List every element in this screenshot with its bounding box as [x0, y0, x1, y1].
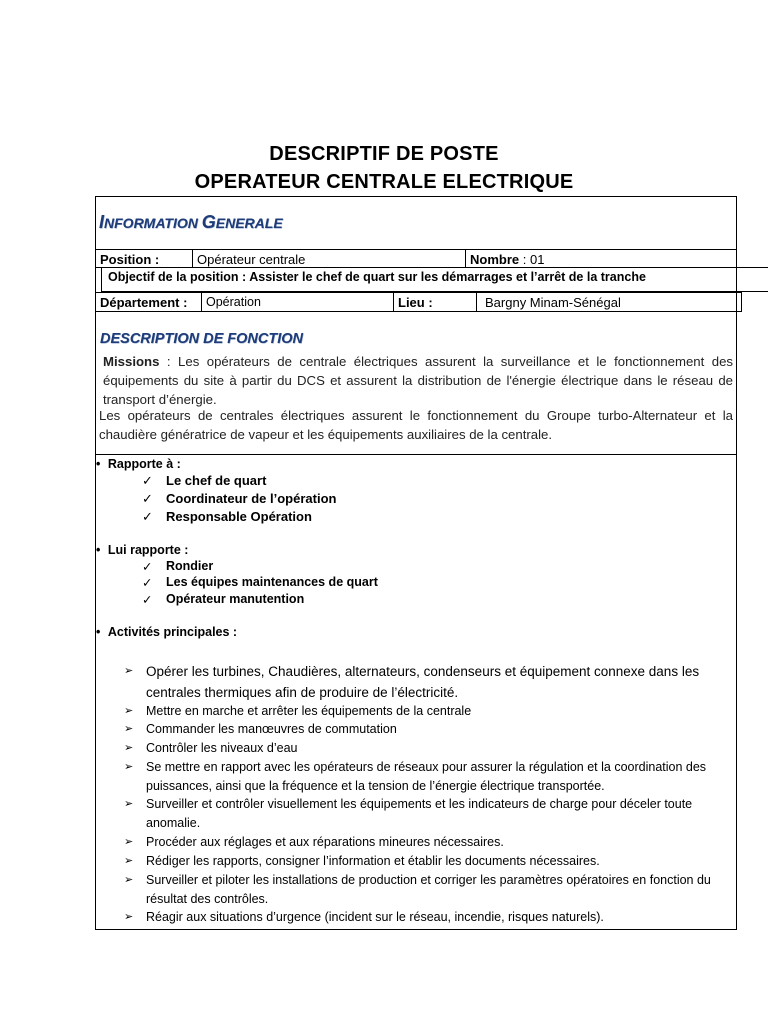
lui-rapporte-item: ✓ Rondier: [142, 559, 214, 574]
activity-item: ➢ Se mettre en rapport avec les opérateurs de réseaux pour assurer la régulation et la coordination des puissances, ainsi que la fréquence et la tension de l’énergie électrique transportée.: [124, 760, 707, 793]
missions-label: Missions: [103, 354, 160, 369]
nombre-value: : 01: [519, 252, 545, 267]
arrow-icon: ➢: [124, 665, 134, 677]
arrow-icon: ➢: [124, 742, 134, 754]
document-subtitle: OPERATEUR CENTRALE ELECTRIQUE: [194, 171, 574, 193]
lieu-value: Bargny Minam-Sénégal: [476, 292, 742, 312]
check-icon: ✓: [142, 491, 153, 506]
activity-item: ➢ Surveiller et piloter les installations de production et corriger les paramètres opératoires en fonction du résultat des contrôles.: [124, 873, 711, 906]
lui-rapporte-item: ✓ Les équipes maintenances de quart: [142, 575, 378, 590]
lui-rapporte-item: ✓ Opérateur manutention: [142, 592, 305, 607]
departement-value: Opération: [201, 292, 394, 312]
activity-item: ➢ Mettre en marche et arrêter les équipements de la centrale: [146, 702, 736, 721]
arrow-icon: ➢: [124, 705, 134, 717]
lui-rapporte-heading: • Lui rapporte :: [96, 543, 189, 557]
activity-item: ➢ Opérer les turbines, Chaudières, alternateurs, condenseurs et équipement connexe dans les centrales thermiques afin de produire de l’électricité.: [146, 661, 736, 703]
activity-item: ➢ Procéder aux réglages et aux réparations mineures nécessaires.: [146, 833, 736, 852]
bullet-icon: •: [96, 543, 101, 557]
nombre-cell: [465, 249, 737, 268]
nombre-label: Nombre: [470, 252, 520, 267]
activity-item: ➢ Rédiger les rapports, consigner l’information et établir les documents nécessaires.: [146, 852, 736, 871]
check-icon: ✓: [142, 473, 153, 488]
arrow-icon: ➢: [124, 855, 134, 867]
activity-item: ➢ Réagir aux situations d’urgence (incident sur le réseau, incendie, risques naturels).: [146, 908, 736, 927]
arrow-icon: ➢: [124, 761, 134, 773]
bullet-icon: •: [96, 625, 101, 639]
arrow-icon: ➢: [124, 798, 134, 810]
rapporte-a-item: ✓ Coordinateur de l’opération: [142, 491, 337, 506]
objectif-row: Objectif de la position : Assister le chef de quart sur les démarrages et l’arrêt de la tranche: [101, 267, 768, 292]
position-label: Position :: [95, 249, 193, 268]
document-title: DESCRIPTIF DE POSTE: [269, 143, 499, 165]
section-title-description: DESCRIPTION DE FONCTION: [100, 331, 304, 347]
check-icon: ✓: [142, 593, 153, 607]
section-title-information-generale: INFORMATION GENERALE: [99, 212, 283, 232]
check-icon: ✓: [142, 560, 153, 574]
arrow-icon: ➢: [124, 874, 134, 886]
activity-item: ➢ Contrôler les niveaux d’eau: [146, 739, 736, 758]
activites-heading: • Activités principales :: [96, 625, 238, 639]
activity-item: ➢ Surveiller et contrôler visuellement les équipements et les indicateurs de charge pour déceler toute anomalie.: [124, 797, 693, 830]
check-icon: ✓: [142, 509, 153, 524]
missions-paragraph: [103, 352, 733, 409]
rapporte-a-heading: • Rapporte à :: [96, 457, 181, 471]
missions-text: : Les opérateurs de centrale électriques assurent la surveillance et le fonctionnement des équipements du site à partir du DCS et assurent la distribution de l'énergie électrique dans le réseau de transport d’énergie.: [103, 354, 733, 407]
rapporte-a-item: ✓ Responsable Opération: [142, 509, 312, 524]
departement-label: Département :: [95, 292, 202, 312]
activity-item: ➢ Commander les manœuvres de commutation: [146, 720, 736, 739]
position-value: Opérateur centrale: [192, 249, 466, 268]
lieu-label: Lieu :: [393, 292, 477, 312]
check-icon: ✓: [142, 576, 153, 590]
rapporte-a-item: ✓ Le chef de quart: [142, 473, 267, 488]
bullet-icon: •: [96, 457, 101, 471]
arrow-icon: ➢: [124, 723, 134, 735]
description-paragraph-2: Les opérateurs de centrales électriques assurent le fonctionnement du Groupe turbo-Alternateur et la chaudière génératrice de vapeur et les équipements auxiliaires de la centrale.: [99, 408, 733, 442]
arrow-icon: ➢: [124, 911, 134, 923]
arrow-icon: ➢: [124, 836, 134, 848]
